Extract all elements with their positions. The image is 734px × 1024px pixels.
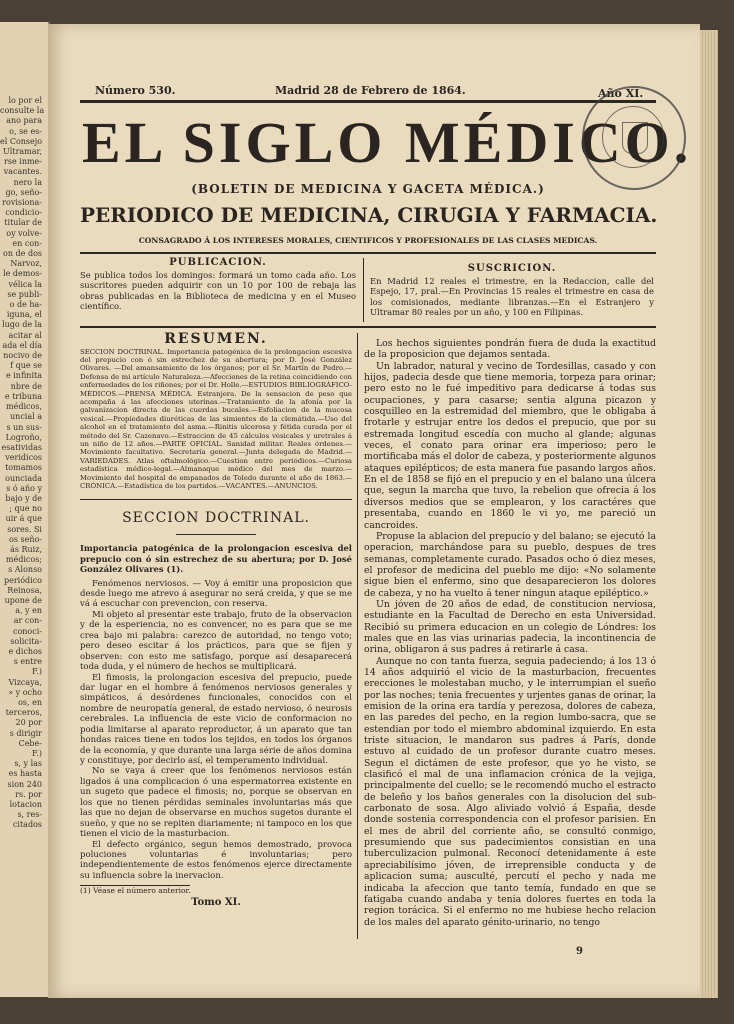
text-fragment: uir á que (5, 514, 42, 524)
suscricion-title: SUSCRICION. (467, 263, 557, 274)
library-stamp (582, 86, 686, 190)
text-fragment: se publi- (7, 289, 42, 299)
text-fragment: s, y las (14, 759, 42, 769)
issue-year: Año XI. (598, 87, 644, 100)
text-fragment: esatividas (1, 442, 42, 452)
text-fragment: vélica la (8, 279, 42, 289)
text-fragment: rse inme- (4, 157, 42, 167)
text-fragment: Vizcaya, (8, 677, 42, 687)
seccion-rule (176, 534, 256, 535)
text-fragment: ounciada (5, 473, 42, 483)
paragraph: No se vaya á creer que los fenómenos nerviosos están ligados á una complicacion ó una espermatorrea existente en un sugeto que padece el fimosis; no, porque se observan en los que no tienen pérdidas seminales involuntarias más que las que no dejan de observarse en muchos sugetos durante el sueño, y que no se repiten diariamente; ni tampoco en los que tienen el vicio de la masturbacion. (80, 766, 352, 840)
right-column-body (364, 338, 656, 928)
text-fragment: go, seño- (5, 187, 42, 197)
text-fragment: nocivo de (3, 351, 42, 361)
text-fragment: es hasta (8, 769, 42, 779)
text-fragment: nbre de (10, 381, 42, 391)
box-divider (363, 258, 364, 322)
text-fragment: ada el día (2, 340, 42, 350)
paragraph: Aunque no con tanta fuerza, seguia padeciendo; á los 13 ó 14 años adquirió el vicio de la masturbacion, frecuentes erecciones le molestaban mucho, y le interrumpian el sueño por las noches; tenia frecuentes y urjentes ganas de orinar, la emision de la orina era tardía y perezosa, dolores de cabeza, en las paredes del pecho, en la region lumbo-sacra, que se estendian por todo el miembro abdominal izquierdo. En esta triste situacion, le mandaron sus padres á París, donde estuvo al cuidado de un profesor durante cuatro meses. Segun el dictámen de este profesor, que yo he visto, se clasificó el mal de una inflamacion crónica de la vejiga, principalmente del cuello; se le recomendó mucho el estracto de beleño y los baños generales con la disolucion del sub-carbonato de sosa. Algo aliviado volvió á España, desde donde sostenia correspondencia con el profesor parisien. En el mes de abril del corriente año, se consultó conmigo, presumiendo que sus padecimientos consistian en una tuberculizacion pulmonal. Reconocí detenidamente á este apreciabilísimo jóven, de irreprensible conducta y de aplicacion suma; ausculté, percutí el pecho y nada me indicaba la afeccion que tanto temía, fundado en que se fatigaba cuando andaba y tenia dolores fuertes en toda la region torácica. Si el enfermo no me hubiese hecho relacion de los males del aparato génito-urinario, no tengo (364, 655, 656, 928)
text-fragment: lugo de la (2, 320, 42, 330)
page-number: 9 (576, 946, 583, 957)
subtitle-consagrado: CONSAGRADO Á LOS INTERESES MORALES, CIENTIFICOS Y PROFESIONALES DE LAS CLASES MEDICAS. (138, 236, 598, 245)
page-edge (700, 30, 718, 998)
text-fragment: F.) (32, 749, 42, 758)
suscricion-box (370, 264, 654, 318)
text-fragment: F.) (32, 667, 42, 677)
text-fragment: s dirigir (9, 728, 42, 738)
text-fragment: médicos, (6, 402, 42, 412)
text-fragment: o, se es- (9, 126, 42, 136)
text-fragment: lotacion (9, 800, 42, 810)
masthead-title: EL SIGLO MÉDICO. (82, 110, 693, 175)
text-fragment: consulte la (0, 106, 45, 116)
text-fragment: Ultramar, (3, 147, 42, 157)
text-fragment: lo por el (8, 96, 42, 105)
text-fragment: o de ha- (9, 300, 42, 310)
text-fragment: bajo y de (5, 493, 42, 503)
paragraph: Los hechos siguientes pondrán fuera de duda la exactitud de la proposicion que dejamos sentada. (364, 338, 656, 361)
subtitle-periodico: PERIODICO DE MEDICINA, CIRUGIA Y FARMACIA. (80, 203, 658, 227)
text-fragment: ás Ruiz, (10, 544, 42, 554)
issue-date: Madrid 28 de Febrero de 1864. (275, 84, 466, 97)
text-fragment: médicos; (5, 555, 42, 565)
text-fragment: titular de (4, 218, 42, 228)
resumen-text: SECCION DOCTRINAL. Importancia patogénica de la prolongacion escesiva del prepucio con ó sin estrechez de su abertura; por D. José González Olivares. —Del amansamiento de los órganos; por el Sr. Martín de Pedro.—Defensa de mi artículo Naturaleza.—Afecciones de la retina coincidiendo con enfermedades de los riñones; por el Dr. Holle.—ESTUDIOS BIBLIOGRÁFICO-MÉDICOS.—PRENSA MÉDICA. Estranjera. De la sensacion de peso que acompaña á las afecciones uterinas.—Tratamiento de la afonía por la galvanizacion directa de las cuerdas bucales.—Esfoliacion de la mucosa vesical.—Propiedades diuréticas de las simientes de la clemátida.—Uso del alcohol en el tratamiento del asma.—Rinitis ulcerosa y fétida curada por el método del Sr. Cazenavo.—Estraccion de 45 cálculos vesicales y uretrales á un niño de 12 años.—PARTE OFICIAL. Sanidad militar. Reales órdenes.—Movimiento facultativo. Secretaría general.—Junta delegada de Madrid.—VARIEDADES. Atlas oftalmológico.—Cuestion entre periódicos.—Curiosa estadística médico-legal.—Almanaque médico del mes de marzo.—Movimiento del hospital de empanados de Toledo durante el año de 1863.—CRÓNICA.—Estadística de los partidos.—VACANTES.—ANUNCIOS. (80, 347, 352, 491)
text-fragment: on de dos (3, 249, 42, 259)
text-fragment: a, y en (15, 606, 42, 616)
paragraph: El fimosis, la prolongacion escesiva del prepucio, puede dar lugar en el hombre á fenómenos nerviosos generales y simpáticos, á desórdenes funcionales, conocidos con el nombre de neuropatía general, de estado nervioso, ó neurosis cerebrales. La influencia de este vicio de conformacion no podia limitarse al aparato reproductor, á un aparato que tan hondas raices tiene en todos los tejidos, en todos los órganos de la economía, y que durante una larga série de años domina y constituye, por decirlo así, el temperamento individual. (80, 672, 352, 767)
text-fragment: ano para (6, 116, 42, 126)
text-fragment: condicio- (5, 208, 42, 218)
text-fragment: oy volve- (6, 228, 42, 238)
text-fragment: sion 240 (7, 779, 42, 789)
text-fragment: Reinosa, (7, 585, 42, 595)
text-fragment: veridicos (5, 453, 42, 463)
text-fragment: Cebe- (18, 738, 42, 748)
text-fragment: upone de (4, 595, 42, 605)
paragraph: Fenómenos nerviosos. — Voy á emitir una proposicion que desde luego me atrevo á asegurar no será creida, y que se me vá á escuchar con prevencion, con reserva. (80, 578, 352, 610)
subtitle-boletin: (BOLETIN DE MEDICINA Y GACETA MÉDICA.) (191, 182, 545, 196)
text-fragment: s Alonso (8, 565, 42, 575)
text-fragment: » y ocho (8, 687, 42, 697)
left-page-text (0, 22, 48, 831)
publicacion-title: PUBLICACION. (169, 257, 267, 268)
text-fragment: le demos- (3, 269, 42, 279)
text-fragment: conoci- (12, 626, 42, 636)
text-fragment: tomamos (5, 463, 42, 473)
paragraph: Un labrador, natural y vecino de Tordesillas, casado y con hijos, padecia desde que tiene memoria, torpeza para orinar; pero esto no le fué impeditivo para dedicarse á todas sus ocupaciones, y para casarse; sentia alguna picazon y cosquilleo en la estremidad del miembro, que le obligaba á frotarle y estrujar entre los dedos el prepucio, que por su estremada longitud escedía con mucho al glande; algunas veces, el conato para orinar era imperioso; pero le mortificaba más el dolor de cabeza, y posteriormente algunos ataques epilépticos; de esta manera fue pasando largos años. En el de 1858 se fijó en el prepucio y en el balano una úlcera que, segun la marcha que tuvo, la rebelion que ofrecia á los diversos medios que se emplearon, y los caractéres que presentaba, cuando en 1860 le vi yo, me pareció un cancroides. (364, 360, 656, 531)
text-fragment: vacantes. (3, 167, 42, 177)
publicacion-text: Se publica todos los domingos: formará un tomo cada año. Los suscritores pueden adquirir con un 10 por 100 de rebaja las obras publicadas en la Biblioteca de medicina y en el Museo científico. (80, 269, 356, 311)
text-fragment: citados (12, 820, 42, 830)
text-fragment: iguna, el (6, 310, 42, 320)
text-fragment: ar con- (13, 616, 42, 626)
left-page-fragment (0, 22, 50, 997)
text-fragment: e dichos (8, 646, 42, 656)
text-fragment: os seño- (9, 534, 42, 544)
text-fragment: nero la (13, 177, 42, 187)
masthead-rule (80, 252, 656, 254)
text-fragment: Logroño, (5, 432, 42, 442)
text-fragment: os, en (18, 697, 42, 707)
text-fragment: ; que no (9, 504, 42, 514)
right-column (364, 338, 656, 928)
suscricion-text: En Madrid 12 reales el trimestre, en la Redaccion, calle del Espejo, 17, pral.—En Provincias 15 reales el trimestre en casa de los comisionados, mediante libranzas.—En el Estranjero y Ultramar 80 reales por un año, y 100 en Filipinas. (370, 275, 654, 317)
text-fragment: f que se (10, 361, 42, 371)
info-rule (80, 326, 656, 328)
article-heading: Importancia patogénica de la prolongacion escesiva del prepucio con ó sin estrechez de su abertura; por D. José González Olivares (1). (80, 543, 352, 575)
text-fragment: 20 por (15, 718, 42, 728)
column-divider (357, 333, 358, 939)
text-fragment: solicita- (10, 636, 42, 646)
text-fragment: s un sus- (6, 422, 42, 432)
left-column (80, 333, 352, 909)
text-fragment: en con- (12, 238, 42, 248)
resumen-title: RESUMEN. (164, 331, 268, 347)
text-fragment: s entre (13, 657, 42, 667)
resumen-rule (80, 499, 352, 500)
article-body (80, 579, 352, 882)
text-fragment: acitar al (8, 330, 42, 340)
crest-icon (622, 122, 648, 154)
tomo-label: Tomo XI. (191, 896, 241, 908)
paragraph: El defecto orgánico, segun hemos demostrado, provoca poluciones voluntarias é involuntarias; pero independientemente de estos fenómenos ejerce directamente su influencia sobre la inervacion. (80, 839, 352, 881)
text-fragment: s ó año y (6, 483, 42, 493)
text-fragment: rovisiona- (2, 198, 42, 208)
issue-number: Número 530. (95, 84, 176, 97)
text-fragment: e tribuna (4, 391, 42, 401)
text-fragment: el Consejo (0, 136, 43, 146)
paragraph: Mi objeto al presentar este trabajo, fruto de la observacion y de la esperiencia, no es convencer, no es para que se me crea bajo mi palabra: carezco de autoridad, no tengo voto; pero deseo escitar á los prácticos, para que se fijen y observen: con esto me satisfago, porque así desaparecerá toda duda, y el número de hechos se multiplicará. (80, 609, 352, 673)
publicacion-box (80, 258, 356, 312)
text-fragment: terceros, (5, 708, 42, 718)
footnote: (1) Véase el número anterior. (80, 886, 191, 896)
text-fragment: Narvoz, (10, 259, 42, 269)
paragraph: Un jóven de 20 años de edad, de constitucion nerviosa, estudiante en la Facultad de Derecho en esta Universidad. Recibió su primera educacion en un colegio de Lóndres: los males que en las vias urinarias padecia, la incontinencia de orina, obligaron á sus padres á retirarle á casa. (364, 598, 656, 656)
text-fragment: s, res- (17, 810, 42, 820)
paragraph: Propuse la ablacion del prepucio y del balano; se ejecutó la operacion, marchándose para su pueblo, despues de tres semanas, completamente curado. Pasados ocho ó diez meses, el profesor de medicina del pueblo me dijo: «No solamente sigue bien el enfermo, sino que desaparecieron los dolores de cabeza, y no ha vuelto á tener ningun ataque epiléptico.» (364, 530, 657, 599)
text-fragment: uncial a (10, 412, 42, 422)
header-rule (80, 100, 656, 103)
text-fragment: sores. Si (7, 524, 42, 534)
text-fragment: e infinita (5, 371, 42, 381)
seccion-title: SECCION DOCTRINAL. (122, 509, 310, 526)
text-fragment: periódico (3, 575, 42, 585)
text-fragment: rs. por (15, 789, 42, 799)
